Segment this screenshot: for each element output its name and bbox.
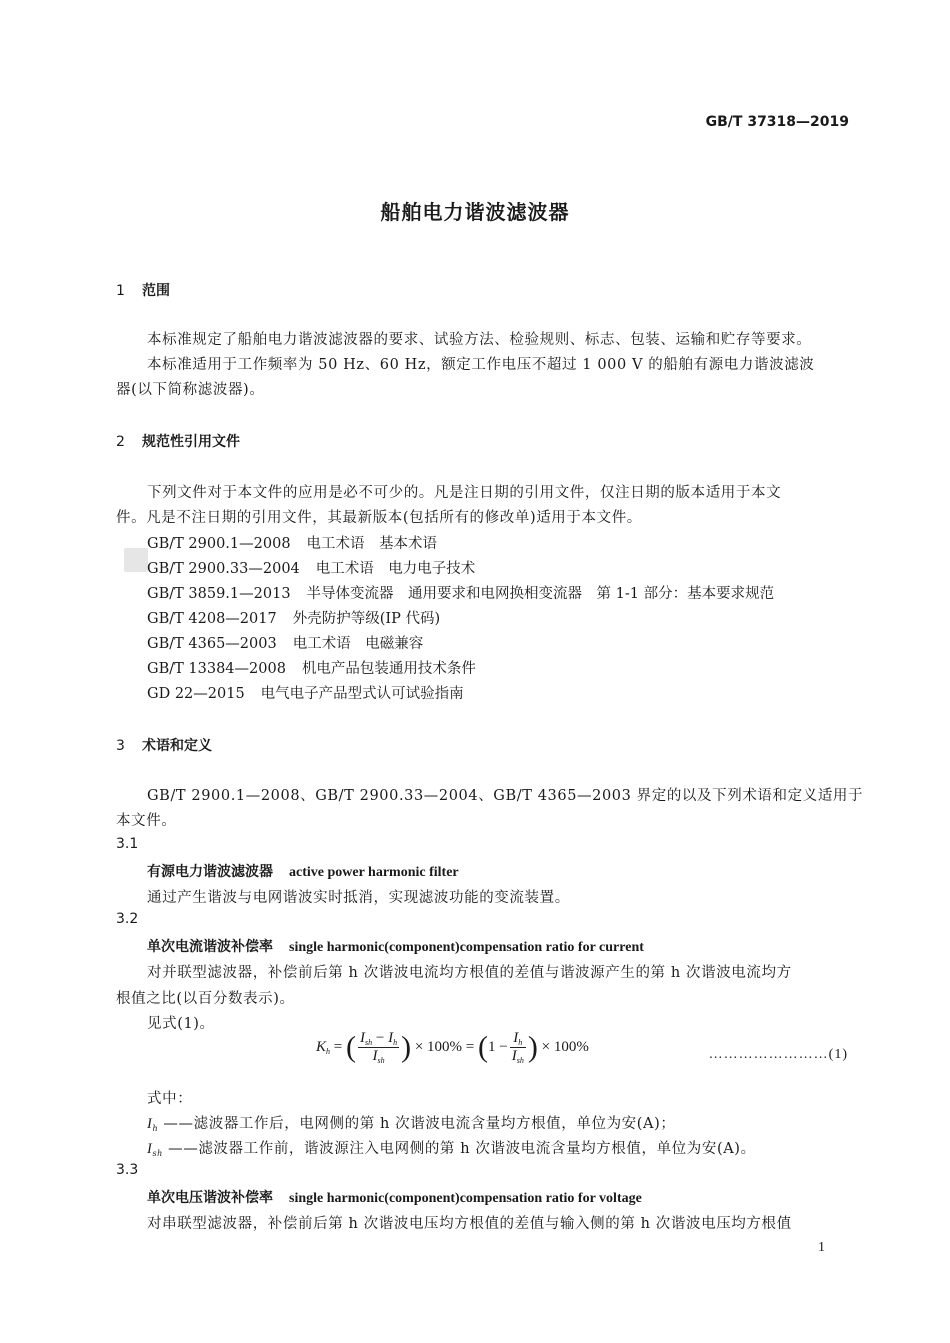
- variable-subscript: sh: [152, 1149, 163, 1158]
- times-sign: ×: [541, 1038, 551, 1055]
- formula-subscript: h: [518, 1038, 523, 1047]
- percent-factor: 100%: [553, 1038, 589, 1055]
- section-number: 1: [116, 283, 125, 299]
- paragraph-continued: 本文件。: [116, 813, 177, 829]
- reference-title: 电工术语 电力电子技术: [315, 561, 476, 577]
- variable-symbol: I: [147, 1141, 153, 1157]
- formula-one: 1: [488, 1038, 496, 1055]
- standard-number: GB/T 37318—2019: [705, 114, 849, 130]
- reference-item: [147, 657, 476, 678]
- reference-item: [147, 582, 774, 603]
- reference-code: GD 22—2015: [147, 686, 245, 702]
- formula-subscript: sh: [516, 1056, 524, 1065]
- variable-subscript: h: [152, 1124, 159, 1133]
- formula-subscript: sh: [377, 1056, 385, 1065]
- section-title: 术语和定义: [142, 738, 212, 754]
- formula-reference: 见式(1)。: [147, 1016, 215, 1032]
- formula-symbol: I: [513, 1030, 519, 1046]
- formula-symbol: I: [372, 1048, 378, 1064]
- reference-code: GB/T 4208—2017: [147, 611, 277, 627]
- paragraph: 本标准适用于工作频率为 50 Hz、60 Hz，额定工作电压不超过 1 000 V 的船舶有源电力谐波滤波: [147, 357, 815, 373]
- reference-code: GB/T 2900.33—2004: [147, 561, 300, 577]
- reference-title: 电工术语 电磁兼容: [292, 636, 424, 652]
- minus-sign: −: [499, 1038, 508, 1055]
- times-sign: ×: [414, 1038, 424, 1055]
- left-paren-icon: (: [345, 1030, 356, 1064]
- variable-description: ——滤波器工作后，电网侧的第 h 次谐波电流含量均方根值，单位为安(A)；: [163, 1116, 676, 1132]
- formula-symbol: I: [388, 1030, 394, 1046]
- reference-title: 半导体变流器 通用要求和电网换相变流器 第 1-1 部分：基本要求规范: [306, 586, 775, 602]
- paragraph: GB/T 2900.1—2008、GB/T 2900.33—2004、GB/T 4365—2003 界定的以及下列术语和定义适用于: [147, 788, 864, 804]
- clause-number: 3.3: [116, 1162, 139, 1178]
- reference-code: GB/T 13384—2008: [147, 661, 286, 677]
- formula-symbol: K: [316, 1038, 327, 1055]
- reference-code: GB/T 4365—2003: [147, 636, 277, 652]
- definition-continued: 根值之比(以百分数表示)。: [116, 991, 295, 1007]
- section-number: 2: [116, 434, 125, 450]
- paragraph-continued: 器(以下简称滤波器)。: [116, 382, 265, 398]
- clause-number: 3.1: [116, 836, 139, 852]
- right-paren-icon: ): [401, 1030, 412, 1064]
- formula-symbol: I: [511, 1048, 517, 1064]
- section-number: 3: [116, 738, 125, 754]
- definition: 对并联型滤波器，补偿前后第 h 次谐波电流均方根值的差值与谐波源产生的第 h 次谐波电流均方: [147, 965, 792, 981]
- term-heading: [147, 1187, 642, 1207]
- reference-item: [147, 682, 464, 703]
- term-english: active power harmonic filter: [289, 865, 459, 880]
- reference-title: 机电产品包装通用技术条件: [301, 661, 476, 677]
- formula-subscript: sh: [364, 1038, 373, 1047]
- formula-1: [316, 1030, 589, 1080]
- reference-title: 外壳防护等级(IP 代码): [292, 611, 441, 627]
- right-paren-icon: ): [527, 1030, 538, 1064]
- term-english: single harmonic(component)compensation ratio for current: [289, 940, 644, 955]
- equals-sign: =: [465, 1038, 475, 1055]
- term-chinese: 单次电流谐波补偿率: [147, 939, 273, 955]
- reference-title: 电气电子产品型式认可试验指南: [260, 686, 464, 702]
- term-heading: [147, 936, 644, 956]
- fraction: [358, 1030, 399, 1065]
- page-title: 船舶电力谐波滤波器: [380, 200, 570, 224]
- section-2-heading: [116, 431, 240, 451]
- term-english: single harmonic(component)compensation ratio for voltage: [289, 1191, 642, 1206]
- scan-mark: [124, 548, 148, 572]
- reference-item: [147, 557, 475, 578]
- paragraph: 本标准规定了船舶电力谐波滤波器的要求、试验方法、检验规则、标志、包装、运输和贮存等要求。: [147, 332, 812, 348]
- reference-item: [147, 607, 440, 628]
- paragraph-continued: 件。凡是不注日期的引用文件，其最新版本(包括所有的修改单)适用于本文件。: [116, 510, 642, 526]
- term-chinese: 单次电压谐波补偿率: [147, 1190, 273, 1206]
- section-title: 规范性引用文件: [142, 434, 240, 450]
- variable-symbol: I: [147, 1116, 153, 1132]
- formula-subscript: h: [326, 1046, 331, 1056]
- reference-code: GB/T 2900.1—2008: [147, 536, 291, 552]
- where-label: 式中：: [147, 1091, 193, 1107]
- page-number: 1: [818, 1240, 825, 1255]
- reference-code: GB/T 3859.1—2013: [147, 586, 291, 602]
- paragraph: 下列文件对于本文件的应用是必不可少的。凡是注日期的引用文件，仅注日期的版本适用于本文: [147, 485, 782, 501]
- equals-sign: =: [333, 1038, 343, 1055]
- minus-sign: −: [375, 1030, 385, 1046]
- variable-definition: [147, 1112, 675, 1133]
- formula-symbol: I: [359, 1030, 365, 1046]
- fraction: [510, 1030, 526, 1065]
- left-paren-icon: (: [478, 1030, 489, 1064]
- section-3-heading: [116, 735, 212, 755]
- variable-description: ——滤波器工作前，谐波源注入电网侧的第 h 次谐波电流含量均方根值，单位为安(A)。: [168, 1141, 756, 1157]
- section-title: 范围: [142, 283, 170, 299]
- term-chinese: 有源电力谐波滤波器: [147, 864, 273, 880]
- reference-item: [147, 632, 423, 653]
- term-heading: [147, 861, 459, 881]
- equation-number: ……………………(1): [708, 1047, 848, 1062]
- section-1-heading: [116, 280, 170, 300]
- variable-definition: [147, 1137, 756, 1158]
- reference-item: [147, 532, 437, 553]
- clause-number: 3.2: [116, 911, 139, 927]
- percent-factor: 100%: [427, 1038, 463, 1055]
- definition: 对串联型滤波器，补偿前后第 h 次谐波电压均方根值的差值与输入侧的第 h 次谐波电压均方根值: [147, 1216, 792, 1232]
- reference-title: 电工术语 基本术语: [306, 536, 438, 552]
- definition: 通过产生谐波与电网谐波实时抵消，实现滤波功能的变流装置。: [147, 890, 570, 906]
- formula-subscript: h: [393, 1038, 398, 1047]
